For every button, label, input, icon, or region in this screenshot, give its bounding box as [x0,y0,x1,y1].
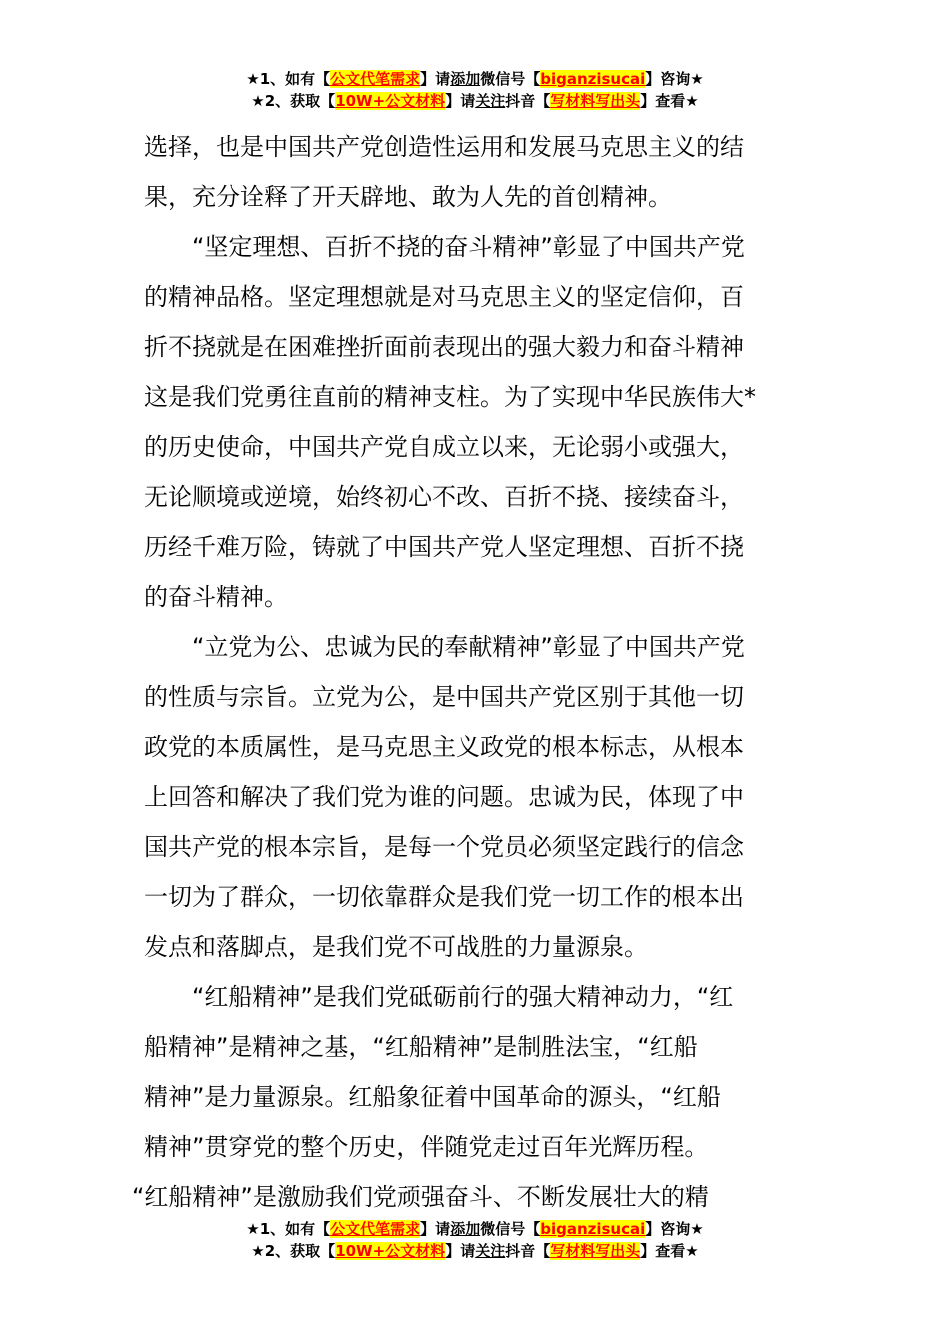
douyin-account: 写材料写出头 [550,92,641,110]
banner-text: 】咨询★ [645,1220,704,1238]
body-line: 船精神”是精神之基，“红船精神”是制胜法宝，“红船 [144,1033,698,1061]
banner-text: ★1、如有【 [246,70,331,88]
wechat-id: biganzisucai [540,70,646,88]
body-line: 精神”是力量源泉。红船象征着中国革命的源头，“红船 [144,1083,721,1111]
body-line: 历经千难万险，铸就了中国共产党人坚定理想、百折不挠 [144,533,744,561]
document-body [132,122,814,1222]
underlined-text: 关注 [475,92,506,110]
banner-text: 微信号【 [480,1220,541,1238]
underlined-text: 关注 [475,1242,506,1260]
body-line: 的精神品格。坚定理想就是对马克思主义的坚定信仰，百 [144,283,744,311]
underlined-text: 添加 [450,1220,481,1238]
body-line: 国共产党的根本宗旨，是每一个党员必须坚定践行的信念 [144,833,744,861]
wechat-id: biganzisucai [540,1220,646,1238]
banner-text: 】请 [420,70,451,88]
body-line: 的性质与宗旨。立党为公，是中国共产党区别于其他一切 [144,683,744,711]
banner-text: ★2、获取【 [251,1242,336,1260]
banner-text: 】请 [445,1242,476,1260]
body-line: 果，充分诠释了开天辟地、敢为人先的首创精神。 [144,183,672,211]
body-line: 政党的本质属性，是马克思主义政党的根本标志，从根本 [144,733,744,761]
paragraph-start-line: “立党为公、忠诚为民的奉献精神”彰显了中国共产党 [192,633,745,661]
body-line: 选择，也是中国共产党创造性运用和发展马克思主义的结 [144,133,744,161]
body-line: 折不挠就是在困难挫折面前表现出的强大毅力和奋斗精神 [144,333,744,361]
banner-text: 抖音【 [505,92,551,110]
body-line: 无论顺境或逆境，始终初心不改、百折不挠、接续奋斗， [144,483,744,511]
underlined-text: 添加 [450,70,481,88]
footer-banner-line-1 [0,1218,950,1240]
footer-banner [0,1218,950,1262]
banner-text: 】请 [420,1220,451,1238]
body-line: 这是我们党勇往直前的精神支柱。为了实现中华民族伟大* [144,383,756,411]
banner-text: ★2、获取【 [251,92,336,110]
highlighted-materials-text: 10W+公文材料 [335,92,446,110]
body-line: 的奋斗精神。 [144,583,288,611]
banner-text: 】请 [445,92,476,110]
banner-text: ★1、如有【 [246,1220,331,1238]
body-line: 发点和落脚点，是我们党不可战胜的力量源泉。 [144,933,648,961]
body-line: “红船精神”是激励我们党顽强奋斗、不断发展壮大的精 [132,1183,709,1211]
banner-text: 微信号【 [480,70,541,88]
footer-banner-line-2 [0,1240,950,1262]
paragraph-start-line: “红船精神”是我们党砥砺前行的强大精神动力，“红 [192,983,734,1011]
highlighted-service-text: 公文代笔需求 [330,70,421,88]
banner-text: 】查看★ [640,92,699,110]
banner-text: 】查看★ [640,1242,699,1260]
body-line: 的历史使命，中国共产党自成立以来，无论弱小或强大， [144,433,744,461]
header-banner-line-2 [0,90,950,112]
body-line: 精神”贯穿党的整个历史，伴随党走过百年光辉历程。 [144,1133,709,1161]
banner-text: 】咨询★ [645,70,704,88]
header-banner-line-1 [0,68,950,90]
header-banner [0,68,950,112]
douyin-account: 写材料写出头 [550,1242,641,1260]
highlighted-materials-text: 10W+公文材料 [335,1242,446,1260]
body-line: 一切为了群众，一切依靠群众是我们党一切工作的根本出 [144,883,744,911]
paragraph-start-line: “坚定理想、百折不挠的奋斗精神”彰显了中国共产党 [192,233,745,261]
banner-text: 抖音【 [505,1242,551,1260]
highlighted-service-text: 公文代笔需求 [330,1220,421,1238]
body-line: 上回答和解决了我们党为谁的问题。忠诚为民，体现了中 [144,783,744,811]
